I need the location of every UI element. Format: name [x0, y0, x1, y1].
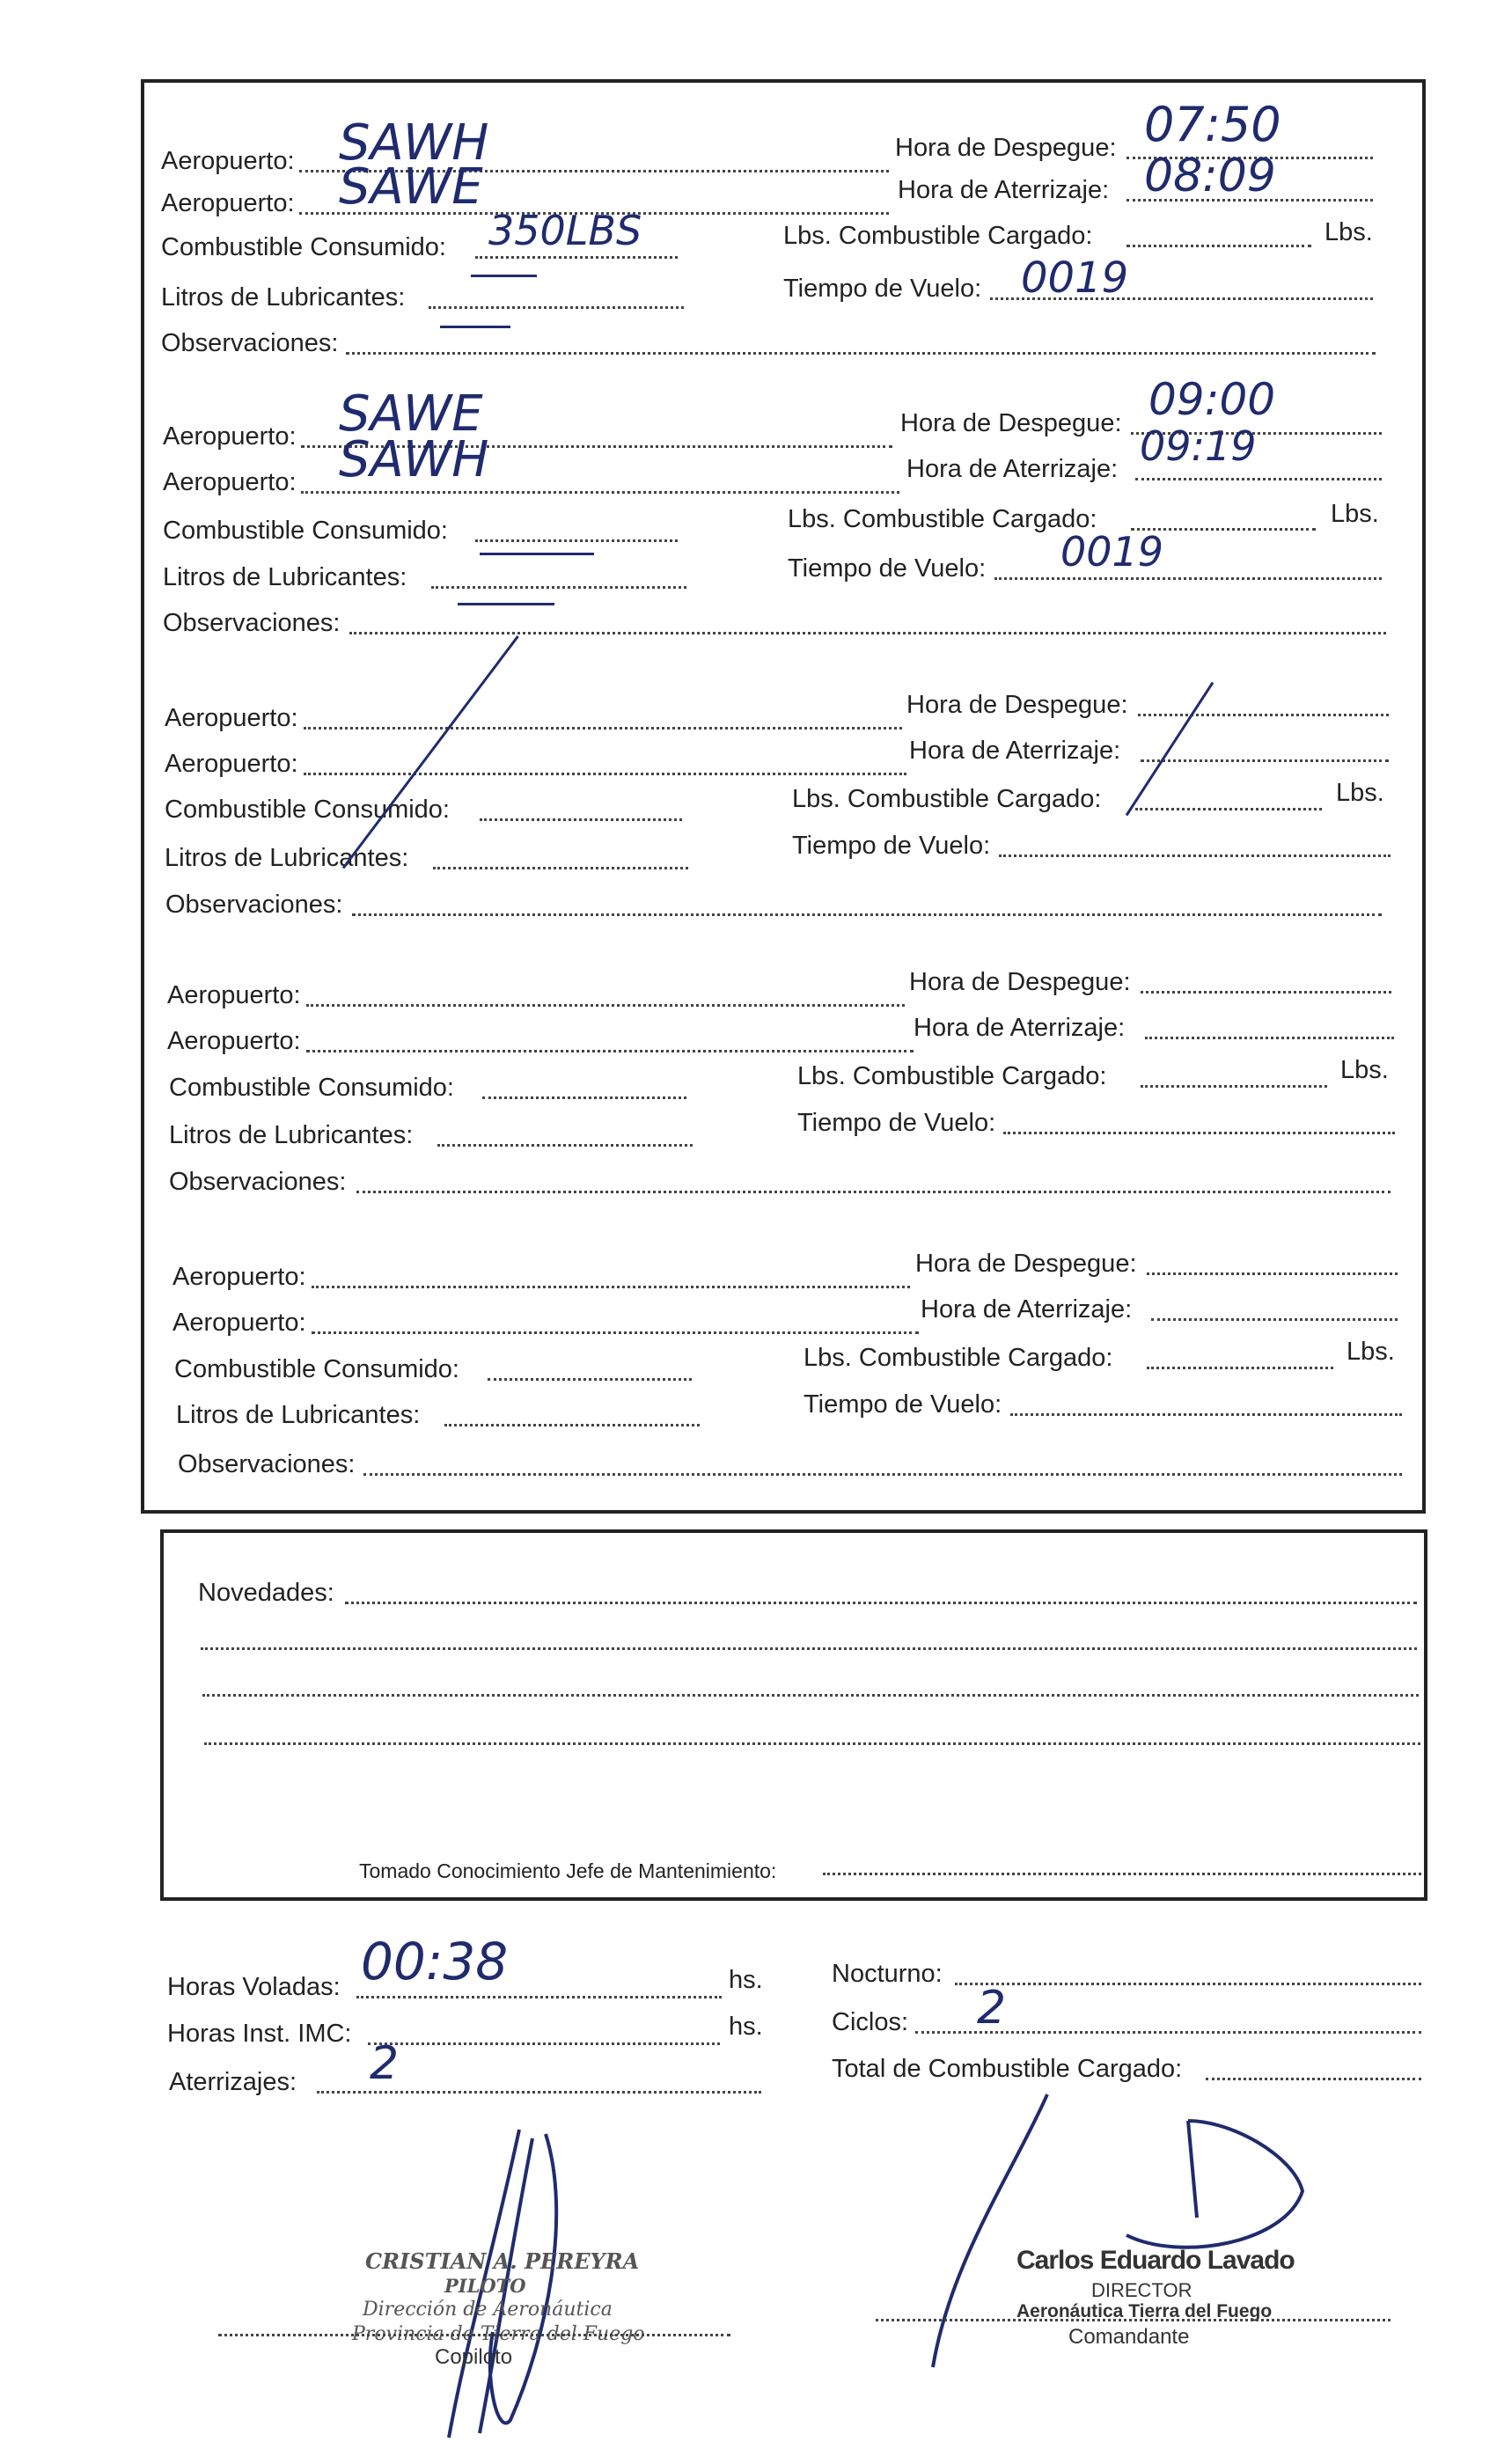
dash-mark [440, 326, 510, 328]
litros-lubricantes-field[interactable] [433, 867, 688, 869]
lbs-unit: Lbs. [1331, 500, 1379, 528]
lbs-combustible-cargado-label: Lbs. Combustible Cargado: [792, 785, 1102, 813]
combustible-consumido-field[interactable] [475, 256, 678, 259]
hora-despegue-label: Hora de Despegue: [900, 409, 1122, 437]
novedades-frame [160, 1529, 1427, 1901]
observaciones-field[interactable] [352, 913, 1382, 916]
aeropuerto-llegada-value: SAWE [339, 158, 483, 216]
hora-despegue-label: Hora de Despegue: [915, 1250, 1137, 1278]
hora-aterrizaje-field[interactable] [1151, 1318, 1398, 1321]
novedades-line[interactable] [201, 1647, 1417, 1650]
nocturno-label: Nocturno: [832, 1960, 943, 1988]
hora-despegue-value: 07:50 [1144, 97, 1281, 152]
lbs-unit: Lbs. [1347, 1338, 1395, 1366]
copiloto-caption: Copiloto [435, 2345, 513, 2369]
novedades-line[interactable] [202, 1694, 1419, 1697]
combustible-consumido-label: Combustible Consumido: [174, 1355, 459, 1383]
hora-aterrizaje-label: Hora de Aterrizaje: [909, 737, 1121, 765]
hora-despegue-value: 09:00 [1148, 374, 1276, 425]
combustible-consumido-label: Combustible Consumido: [165, 796, 450, 824]
hora-aterrizaje-field[interactable] [1145, 1037, 1394, 1039]
aeropuerto-llegada-field[interactable] [301, 491, 899, 494]
horas-voladas-field[interactable] [356, 1996, 722, 1998]
novedades-line[interactable] [345, 1602, 1417, 1604]
comandante-caption: Comandante [1068, 2325, 1190, 2349]
total-combustible-label: Total de Combustible Cargado: [832, 2055, 1183, 2083]
combustible-consumido-label: Combustible Consumido: [163, 517, 448, 545]
hs-unit: hs. [729, 2013, 763, 2041]
hora-aterrizaje-label: Hora de Aterrizaje: [914, 1014, 1126, 1042]
lbs-unit: Lbs. [1325, 218, 1373, 246]
aeropuerto-salida-value: SAWE [339, 385, 483, 443]
combustible-consumido-field[interactable] [475, 539, 678, 542]
tiempo-vuelo-label: Tiempo de Vuelo: [797, 1109, 996, 1137]
combustible-consumido-field[interactable] [482, 1096, 686, 1099]
combustible-cargado-field[interactable] [1147, 1367, 1333, 1369]
observaciones-label: Observaciones: [169, 1168, 347, 1196]
horas-voladas-label: Horas Voladas: [167, 1973, 341, 2001]
observaciones-label: Observaciones: [178, 1450, 356, 1478]
tiempo-vuelo-field[interactable] [994, 577, 1382, 580]
aeropuerto-label: Aeropuerto: [172, 1263, 306, 1291]
dash-mark [471, 275, 537, 277]
aeropuerto-llegada-field[interactable] [312, 1331, 919, 1334]
observaciones-label: Observaciones: [165, 891, 343, 919]
hora-despegue-field[interactable] [1138, 714, 1389, 716]
combustible-consumido-field[interactable] [488, 1378, 692, 1381]
observaciones-field[interactable] [356, 1191, 1391, 1193]
horas-voladas-value: 00:38 [361, 1932, 509, 1991]
hora-aterrizaje-value: 08:09 [1144, 150, 1276, 202]
hs-unit: hs. [729, 1966, 763, 1994]
aeropuerto-salida-field[interactable] [306, 1004, 905, 1007]
tiempo-vuelo-value: 0019 [1021, 253, 1129, 303]
litros-lubricantes-field[interactable] [431, 586, 686, 589]
aeropuerto-salida-field[interactable] [312, 1286, 910, 1288]
observaciones-field[interactable] [349, 632, 1386, 634]
comandante-stamp-role: DIRECTOR [1091, 2279, 1192, 2301]
tiempo-vuelo-field[interactable] [1003, 1132, 1395, 1134]
litros-lubricantes-label: Litros de Lubricantes: [176, 1401, 421, 1429]
litros-lubricantes-label: Litros de Lubricantes: [163, 563, 407, 591]
aeropuerto-label: Aeropuerto: [163, 468, 297, 496]
novedades-line[interactable] [204, 1742, 1420, 1745]
combustible-cargado-field[interactable] [1126, 245, 1311, 247]
tiempo-vuelo-label: Tiempo de Vuelo: [783, 275, 982, 303]
copiloto-stamp-role: PILOTO [444, 2275, 526, 2297]
combustible-consumido-value: 350LBS [488, 207, 642, 254]
tomado-conocimiento-field[interactable] [823, 1873, 1421, 1875]
lbs-combustible-cargado-label: Lbs. Combustible Cargado: [788, 505, 1097, 533]
hora-aterrizaje-value: 09:19 [1140, 422, 1257, 470]
lbs-combustible-cargado-label: Lbs. Combustible Cargado: [797, 1062, 1107, 1090]
aterrizajes-label: Aterrizajes: [169, 2068, 297, 2096]
dash-mark [480, 553, 594, 555]
ciclos-label: Ciclos: [832, 2008, 909, 2036]
horas-imc-field[interactable] [368, 2042, 720, 2045]
lbs-unit: Lbs. [1340, 1056, 1389, 1084]
tiempo-vuelo-label: Tiempo de Vuelo: [788, 554, 987, 583]
combustible-consumido-label: Combustible Consumido: [169, 1074, 454, 1102]
ciclos-value: 2 [977, 1982, 1007, 2035]
tiempo-vuelo-label: Tiempo de Vuelo: [792, 832, 991, 860]
tiempo-vuelo-value: 0019 [1060, 528, 1164, 576]
comandante-signature-line[interactable] [876, 2319, 1391, 2321]
novedades-label: Novedades: [198, 1579, 334, 1607]
copiloto-signature-line[interactable] [218, 2334, 730, 2336]
aterrizajes-field[interactable] [317, 2091, 761, 2094]
hora-despegue-label: Hora de Despegue: [895, 134, 1117, 162]
litros-lubricantes-field[interactable] [444, 1424, 700, 1426]
litros-lubricantes-label: Litros de Lubricantes: [169, 1121, 414, 1149]
aeropuerto-salida-field[interactable] [304, 727, 902, 730]
observaciones-label: Observaciones: [161, 329, 339, 357]
hora-aterrizaje-label: Hora de Aterrizaje: [906, 455, 1119, 483]
combustible-cargado-field[interactable] [1135, 808, 1322, 810]
litros-lubricantes-field[interactable] [437, 1144, 693, 1147]
hora-despegue-field[interactable] [1141, 991, 1391, 994]
aeropuerto-llegada-field[interactable] [306, 1050, 914, 1052]
litros-lubricantes-label: Litros de Lubricantes: [165, 844, 409, 872]
horas-imc-label: Horas Inst. IMC: [167, 2020, 352, 2048]
copiloto-stamp-dept: Dirección de Aeronáutica [363, 2299, 613, 2321]
copiloto-stamp-prov: Provincia de Tierra del Fuego [352, 2323, 645, 2345]
aeropuerto-label: Aeropuerto: [161, 147, 295, 175]
aeropuerto-llegada-value: SAWH [339, 431, 489, 488]
tiempo-vuelo-label: Tiempo de Vuelo: [804, 1390, 1002, 1419]
lbs-combustible-cargado-label: Lbs. Combustible Cargado: [783, 222, 1093, 250]
aeropuerto-llegada-field[interactable] [304, 773, 906, 775]
litros-lubricantes-label: Litros de Lubricantes: [161, 283, 406, 312]
hora-aterrizaje-field[interactable] [1141, 759, 1389, 762]
combustible-consumido-field[interactable] [480, 818, 682, 821]
observaciones-label: Observaciones: [163, 609, 341, 637]
litros-lubricantes-field[interactable] [429, 306, 684, 309]
comandante-stamp-name: Carlos Eduardo Lavado [1016, 2246, 1295, 2275]
tomado-conocimiento-label: Tomado Conocimiento Jefe de Mantenimiento: [359, 1859, 777, 1882]
combustible-cargado-field[interactable] [1141, 1085, 1327, 1088]
tiempo-vuelo-field[interactable] [1010, 1413, 1402, 1416]
combustible-consumido-label: Combustible Consumido: [161, 233, 446, 261]
comandante-stamp-dept: Aeronáutica Tierra del Fuego [1016, 2301, 1273, 2321]
aeropuerto-salida-value: SAWH [339, 114, 489, 172]
hora-despegue-field[interactable] [1147, 1272, 1398, 1275]
lbs-combustible-cargado-label: Lbs. Combustible Cargado: [804, 1344, 1113, 1372]
aeropuerto-label: Aeropuerto: [165, 704, 298, 732]
observaciones-field[interactable] [346, 352, 1376, 355]
aeropuerto-label: Aeropuerto: [167, 981, 301, 1009]
hora-despegue-label: Hora de Despegue: [906, 691, 1128, 719]
hora-aterrizaje-field[interactable] [1135, 478, 1382, 480]
observaciones-field[interactable] [363, 1473, 1402, 1476]
hora-despegue-label: Hora de Despegue: [909, 968, 1131, 996]
aeropuerto-label: Aeropuerto: [172, 1309, 306, 1337]
nocturno-field[interactable] [955, 1983, 1421, 1985]
aeropuerto-label: Aeropuerto: [167, 1027, 301, 1055]
dash-mark [458, 603, 554, 605]
aeropuerto-label: Aeropuerto: [163, 422, 297, 451]
aeropuerto-label: Aeropuerto: [165, 750, 298, 778]
copiloto-stamp-name: CRISTIAN A. PEREYRA [365, 2248, 640, 2274]
aeropuerto-label: Aeropuerto: [161, 189, 295, 217]
total-combustible-field[interactable] [1206, 2078, 1421, 2080]
hora-aterrizaje-label: Hora de Aterrizaje: [921, 1295, 1133, 1324]
hora-aterrizaje-label: Hora de Aterrizaje: [898, 176, 1110, 204]
lbs-unit: Lbs. [1336, 779, 1384, 807]
aterrizajes-value: 2 [370, 2037, 400, 2090]
tiempo-vuelo-field[interactable] [999, 854, 1391, 857]
